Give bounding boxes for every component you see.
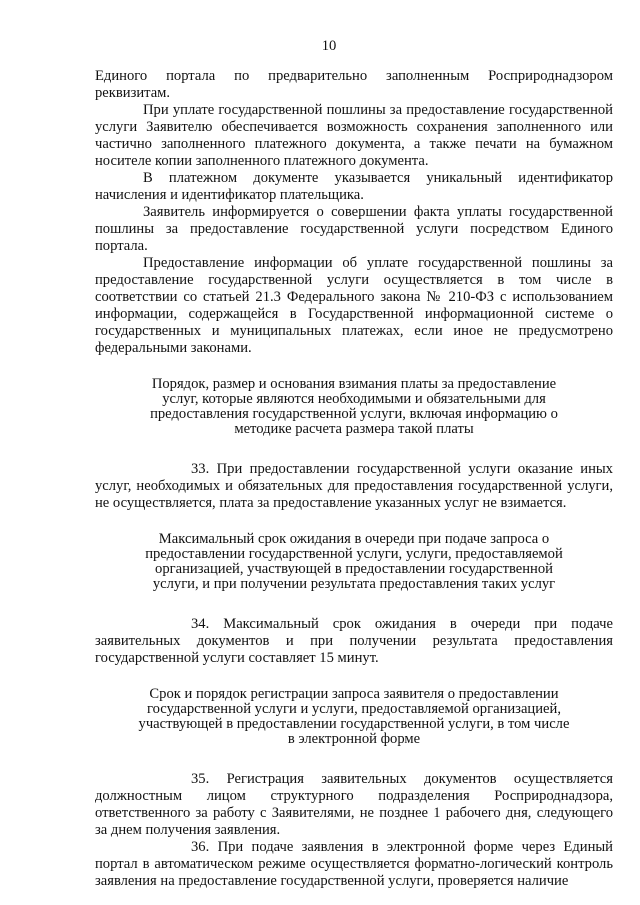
paragraph: При уплате государственной пошлины за предоставление государственной услуги Заявителю обеспечивается возможность сохранения заполненного или частично заполненного платежного документа, а также печати на бумажном носителе копии заполненного платежного документа.: [95, 102, 613, 169]
paragraph: Заявитель информируется о совершении факта уплаты государственной пошлины за предоставление государственной услуги посредством Единого портала.: [95, 204, 613, 254]
item-text: Максимальный срок ожидания в очереди при подаче заявительных документов и при получении результата предоставления государственной услуги составляет 15 минут.: [95, 616, 613, 666]
page-number: 10: [321, 38, 337, 54]
item-number: 33.: [191, 461, 210, 477]
item-text: При подаче заявления в электронной форме через Единый портал в автоматическом режиме осуществляется форматно-логический контроль заявления на предоставление государственной услуги, проверяется наличие: [95, 839, 613, 889]
item-text: Регистрация заявительных документов осуществляется должностным лицом структурного подразделения Росприроднадзора, ответственного за работу с Заявителями, не позднее 1 рабочего дня, следующего за днем получения заявления.: [95, 771, 613, 838]
section-heading: Порядок, размер и основания взимания платы за предоставление услуг, которые являются необходимыми и обязательными для предоставления государственной услуги, включая информацию о методике расчета размера такой платы: [150, 376, 558, 437]
numbered-paragraph-33: [95, 461, 613, 512]
item-number: 36.: [191, 839, 210, 855]
item-number: 34.: [191, 616, 210, 632]
numbered-paragraph-36: [95, 839, 613, 890]
numbered-paragraph-35: [95, 771, 613, 839]
paragraph: В платежном документе указывается уникальный идентификатор начисления и идентификатор плательщика.: [95, 170, 613, 203]
item-number: 35.: [191, 771, 210, 787]
paragraph: Предоставление информации об уплате государственной пошлины за предоставление государственной услуги осуществляется в том числе в соответствии со статьей 21.3 Федерального закона № 210-ФЗ с использованием информации, содержащейся в Государственной информационной системе о государственных и муниципальных платежах, если иное не предусмотрено федеральными законами.: [95, 255, 613, 356]
numbered-paragraph-34: [95, 616, 613, 667]
item-text: При предоставлении государственной услуги оказание иных услуг, необходимых и обязательных для предоставления государственной услуги, не осуществляется, плата за предоставление указанных услуг не взимается.: [95, 461, 613, 511]
section-heading: Максимальный срок ожидания в очереди при подаче запроса о предоставлении государственной услуги, услуги, предоставляемой организацией, участвующей в предоставлении государственной услуги, и при получении результата предоставления таких услуг: [145, 531, 563, 592]
section-heading: Срок и порядок регистрации запроса заявителя о предоставлении государственной услуги и услуги, предоставляемой организацией, участвующей в предоставлении государственной услуги, в том числе в электронной форме: [138, 686, 570, 747]
paragraph: Единого портала по предварительно заполненным Росприроднадзором реквизитам.: [95, 68, 613, 101]
